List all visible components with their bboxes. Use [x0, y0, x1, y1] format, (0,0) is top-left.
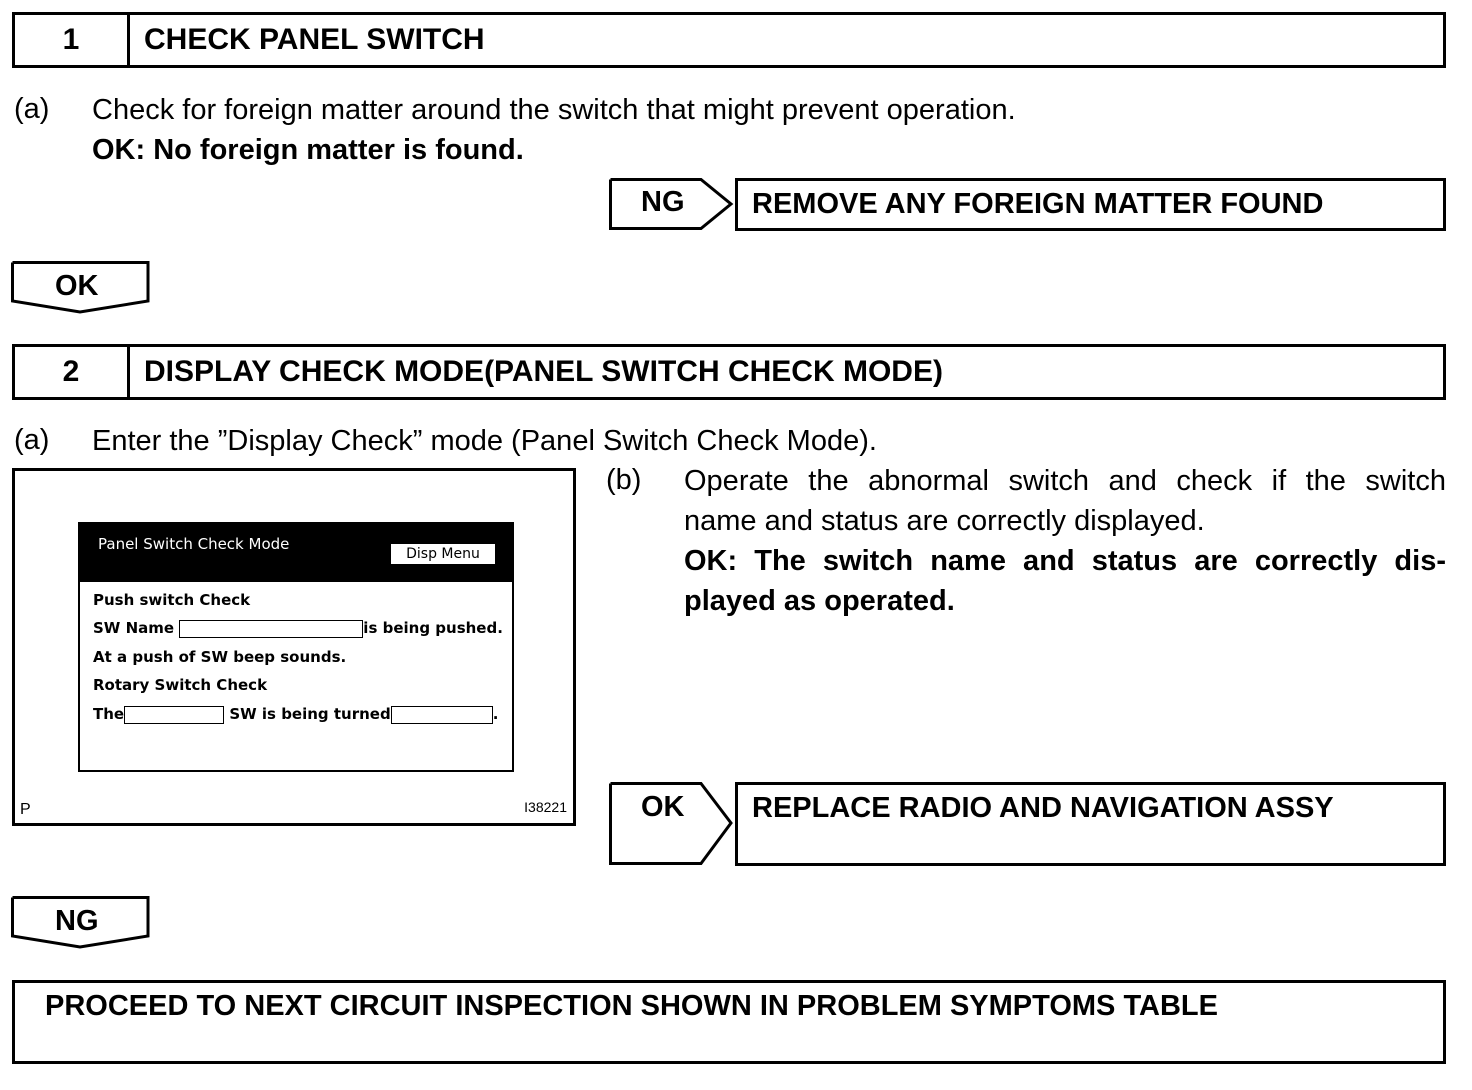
figure-corner-label: P [20, 801, 31, 818]
final-result-text: PROCEED TO NEXT CIRCUIT INSPECTION SHOWN IN PROBLEM SYMPTOMS TABLE [45, 990, 1218, 1022]
ok-criteria-line: played as operated. [684, 585, 955, 617]
display-illustration [12, 468, 576, 826]
screen-text: SW is being turned [229, 705, 391, 723]
item-label: (a) [14, 424, 50, 456]
ng-tag: NG [641, 186, 685, 218]
ok-criteria-line: OK: The switch name and status are correctly dis- [684, 545, 1446, 577]
item-text: Enter the ”Display Check” mode (Panel Switch Check Mode). [92, 425, 877, 457]
ng-result-box [735, 178, 1446, 231]
step-1-header [12, 12, 1446, 68]
sw-name-field [179, 620, 363, 638]
screen-line [93, 619, 503, 638]
step-number: 2 [15, 347, 130, 397]
ok-tag: OK [641, 791, 685, 823]
step-number: 1 [15, 15, 130, 65]
screen-text: The [93, 705, 125, 723]
text-line: Operate the abnormal switch and check if the switch [684, 465, 1446, 497]
screen-panel [78, 522, 514, 772]
ng-tag: NG [55, 905, 99, 937]
ok-result-box [735, 782, 1446, 866]
ok-result-text: REPLACE RADIO AND NAVIGATION ASSY [752, 792, 1334, 824]
screen-line: Push switch Check [93, 591, 251, 609]
direction-field [391, 706, 493, 724]
sw-field [124, 706, 224, 724]
item-label: (a) [14, 93, 50, 125]
item-text: Check for foreign matter around the switch that might prevent operation. [92, 94, 1016, 126]
screen-title: Panel Switch Check Mode [98, 535, 290, 553]
figure-id: I38221 [524, 799, 567, 815]
screen-text: . [492, 705, 499, 723]
screen-line [93, 705, 498, 724]
item-text [684, 461, 1446, 621]
step-title: CHECK PANEL SWITCH [144, 23, 485, 56]
ok-criteria: OK: No foreign matter is found. [92, 134, 524, 166]
final-result-box [12, 980, 1446, 1064]
ng-result-text: REMOVE ANY FOREIGN MATTER FOUND [752, 188, 1324, 220]
step-2-header [12, 344, 1446, 400]
screen-line: Rotary Switch Check [93, 676, 268, 694]
disp-menu-button[interactable]: Disp Menu [391, 544, 495, 564]
screen-line: At a push of SW beep sounds. [93, 648, 347, 666]
text-line: name and status are correctly displayed. [684, 505, 1205, 537]
screen-text: SW Name [93, 619, 175, 637]
screen-header [80, 524, 512, 582]
ok-tag: OK [55, 270, 99, 302]
item-label: (b) [606, 464, 642, 496]
step-title: DISPLAY CHECK MODE(PANEL SWITCH CHECK MODE) [144, 355, 943, 388]
screen-text: is being pushed. [363, 619, 503, 637]
